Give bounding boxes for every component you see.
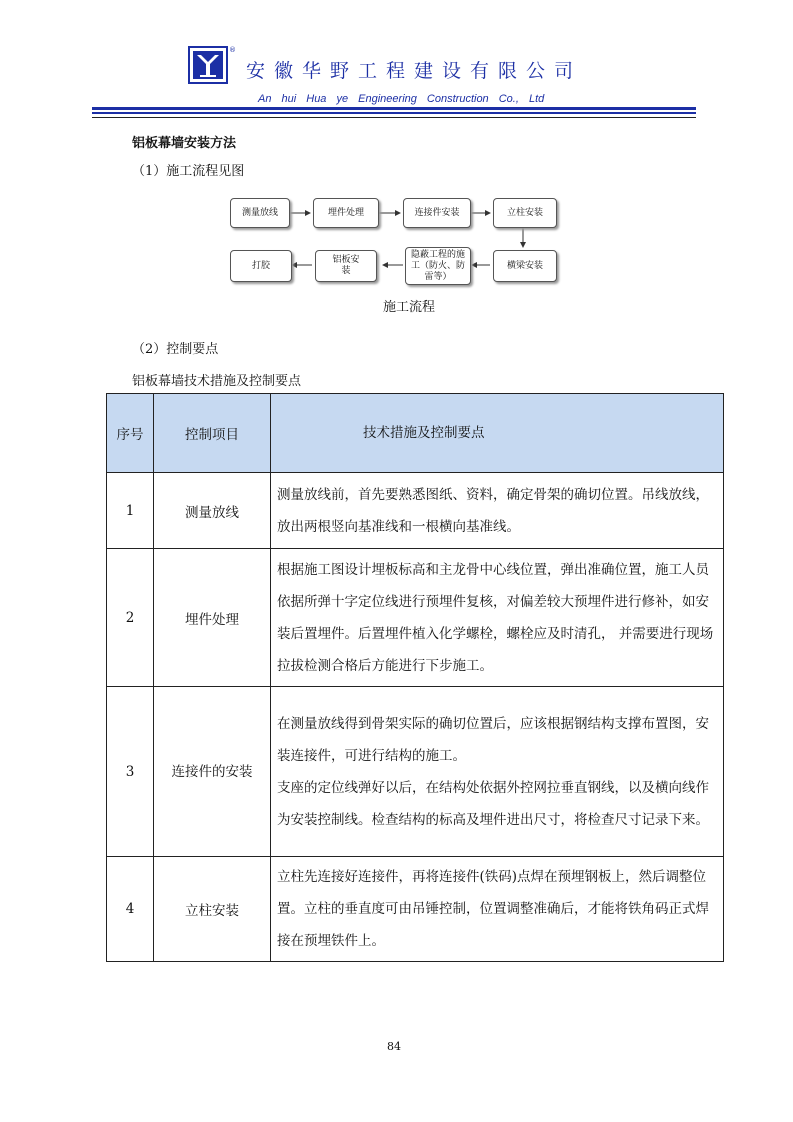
point-text: 测量放线前，首先要熟悉图纸、资料，确定骨架的确切位置。吊线放线，放出两根竖向基准线和一根横向基准线。 — [277, 486, 709, 535]
header-rule — [92, 117, 696, 118]
table-row — [107, 687, 724, 857]
header-cell: 序号 — [107, 394, 154, 473]
row-item — [154, 687, 271, 857]
row-number: 1 — [107, 473, 154, 549]
table-caption: 铝板幕墙技术措施及控制要点 — [132, 374, 302, 389]
point-text: 在测量放线得到骨架实际的确切位置后，应该根据钢结构支撑布置图，安装连接件，可进行结构的施工。 — [277, 715, 709, 764]
row-points — [271, 549, 724, 687]
subheading-process: （1）施工流程见图 — [132, 164, 245, 179]
point-text: 根据施工图设计埋板标高和主龙骨中心线位置，弹出准确位置，施工人员依据所弹十字定位线进行预埋件复核，对偏差较大预埋件进行修补，如安装后置埋件。后置埋件植入化学螺栓，螺栓应及时清孔， 并需要进行现场拉拔检测合格后方能进行下步施工。 — [277, 561, 714, 674]
header-rule — [92, 107, 696, 110]
flow-node: 打胶 — [230, 250, 292, 282]
process-flowchart — [228, 192, 568, 324]
flow-node: 立柱安装 — [493, 198, 557, 228]
row-item: 埋件处理 — [154, 549, 271, 687]
section-title: 铝板幕墙安装方法 — [132, 136, 237, 151]
row-number: 3 — [107, 687, 154, 857]
flow-node: 隐蔽工程的施工（防火、防雷等） — [405, 247, 471, 285]
flow-node: 横梁安装 — [493, 250, 557, 282]
flow-node: 铝板安装 — [315, 250, 377, 282]
flow-node: 测量放线 — [230, 198, 290, 228]
row-item: 立柱安装 — [154, 857, 271, 962]
table-row — [107, 473, 724, 549]
subheading-control: （2）控制要点 — [132, 342, 219, 357]
flow-node: 连接件安装 — [403, 198, 471, 228]
flow-node: 埋件处理 — [313, 198, 379, 228]
row-points — [271, 857, 724, 962]
company-logo — [188, 44, 236, 86]
table-row — [107, 549, 724, 687]
header-cell: 控制项目 — [154, 394, 271, 473]
table-row — [107, 857, 724, 962]
row-points — [271, 473, 724, 549]
row-points — [271, 687, 724, 857]
page-number: 84 — [387, 1040, 401, 1053]
point-text: 立柱先连接好连接件，再将连接件(铁码)点焊在预埋钢板上，然后调整位置。立柱的垂直度可由吊锤控制，位置调整准确后，才能将铁角码正式焊接在预埋铁件上。 — [277, 869, 709, 949]
point-text: 支座的定位线弹好以后，在结构处依据外控网拉垂直钢线，以及横向线作为安装控制线。检查结构的标高及埋件进出尺寸，将检查尺寸记录下来。 — [277, 779, 709, 828]
flowchart-caption: 施工流程 — [383, 300, 436, 315]
row-number: 2 — [107, 549, 154, 687]
row-number: 4 — [107, 857, 154, 962]
svg-text:®: ® — [229, 46, 236, 54]
header-rule — [92, 112, 696, 114]
company-name-cn: 安徽华野工程建设有限公司 — [246, 60, 583, 82]
company-name-en: An hui Hua ye Engineering Construction Co., Ltd — [258, 93, 545, 105]
table-header-row — [107, 394, 724, 473]
row-item-text: 连接件的安装 — [171, 763, 253, 780]
row-item: 测量放线 — [154, 473, 271, 549]
header-cell: 技术措施及控制要点 — [271, 394, 724, 473]
control-points-table — [106, 393, 724, 962]
